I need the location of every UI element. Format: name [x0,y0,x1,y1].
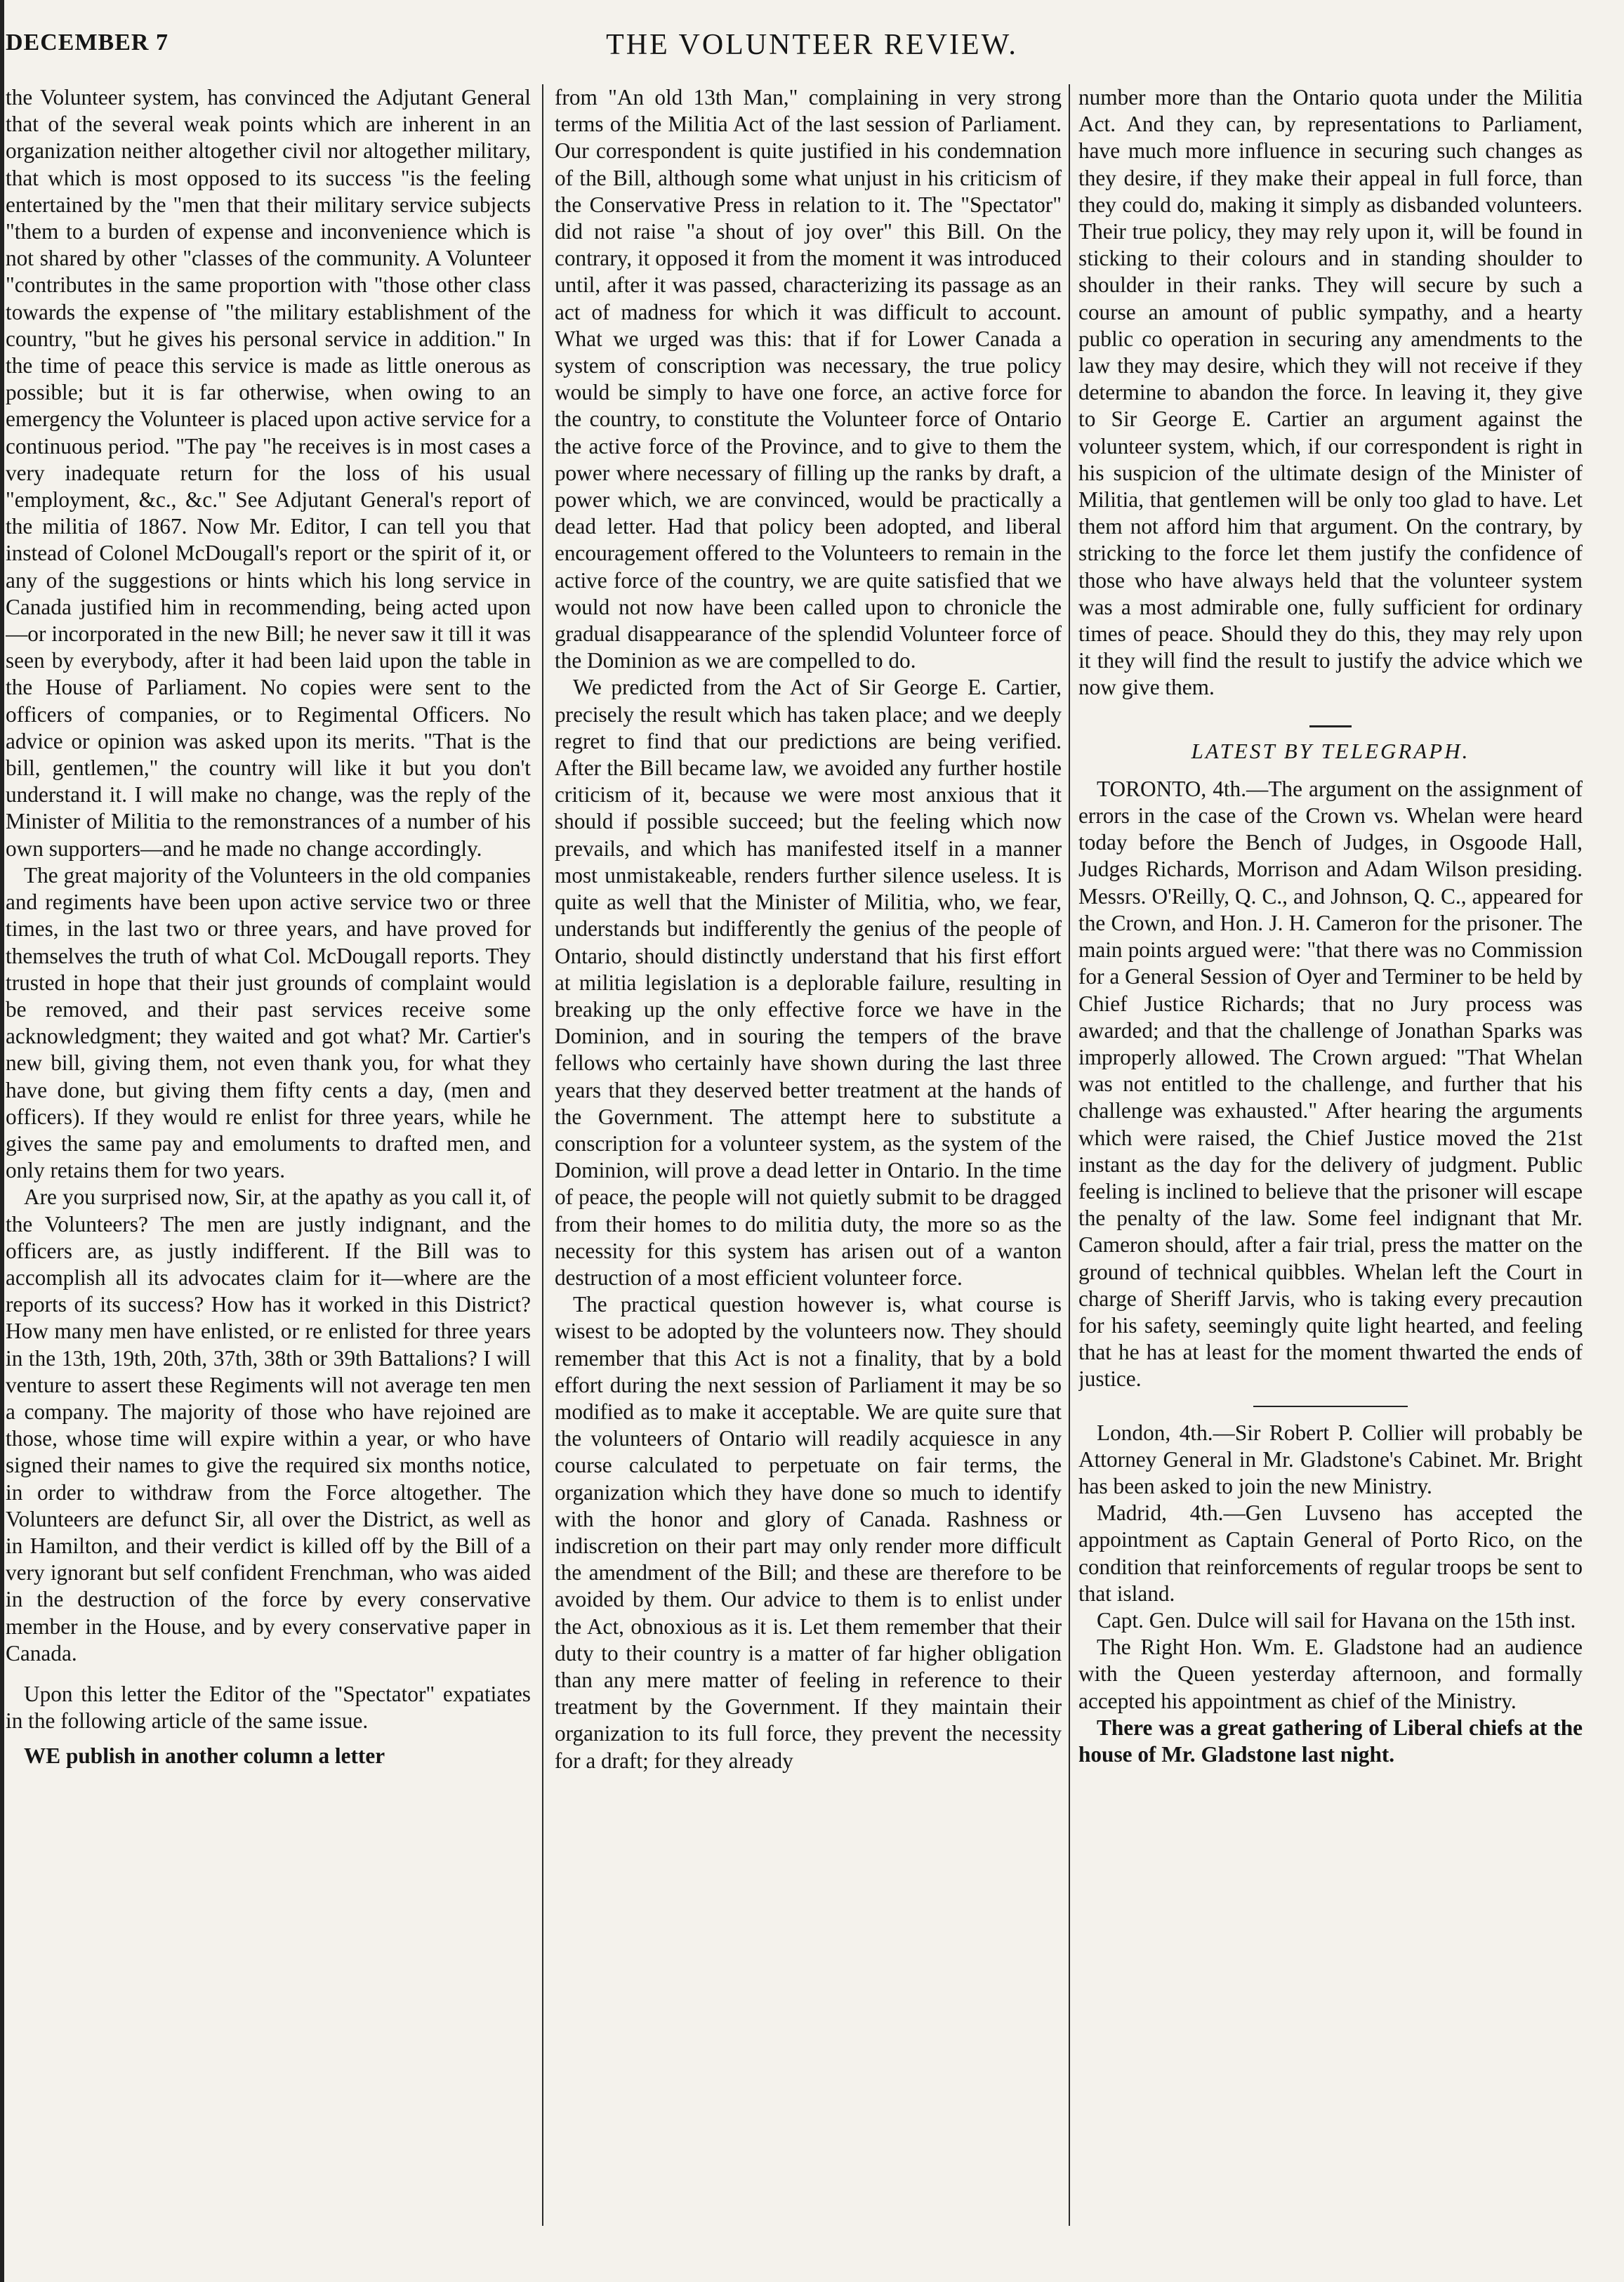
column-left [6,84,531,2247]
telegraph-item: TORONTO, 4th.—The argument on the assignment of errors in the case of the Crown vs. Whelan were heard today before the Bench of Judges, in Osgoode Hall, Judges Richards, Morrison and Adam Wilson presiding. Messrs. O'Reilly, Q. C., and Johnson, Q. C., appeared for the Crown, and Hon. J. H. Cameron for the prisoner. The main points argued were: "that there was no Commission for a General Session of Oyer and Terminer to be held by Chief Justice Richards; that no Jury process was awarded; and that the challenge of Jonathan Sparks was improperly allowed. The Crown argued: "That Whelan was not entitled to the challenge, and further that his challenge was exhausted." After hearing the arguments which were raised, the Chief Justice moved the 21st instant as the day for the delivery of judgment. Public feeling is inclined to believe that the prisoner will escape the penalty of the law. Some feel indignant that Mr. Cameron should, after a fair trial, press the matter on the ground of technical quibbles. Whelan left the Court in charge of Sheriff Jarvis, who is taking every precaution for his safety, seemingly quite light hearted, and feeling that he has at least for the moment thwarted the ends of justice. [1078,776,1583,1392]
telegraph-item: London, 4th.—Sir Robert P. Collier will probably be Attorney General in Mr. Gladstone's Cabinet. Mr. Bright has been asked to join the new Ministry. [1078,1420,1583,1498]
section-divider-ornament [1078,711,1583,721]
editorial-opening-line: WE publish in another column a letter [24,1743,385,1769]
editorial-paragraph: number more than the Ontario quota under the Militia Act. And they can, by representations to Parliament, have much more influence in securing such changes as they desire, if they make their appeal in full force, than they could do, making it simply as disbanded volunteers. Their true policy, they may rely upon it, will be found in sticking to their colours and in standing shoulder to shoulder in their ranks. They will secure by such a course an amount of public sympathy, and a hearty public co operation in securing any amendments to the law they may desire, which they will not receive if they determine to abandon the force. In leaving it, they give to Sir George E. Cartier an argument against the volunteer system, which, if our correspondent is right in his suspicion of the ultimate design of the Minister of Militia, that gentlemen will be only too glad to have. Let them not afford him that argument. On the contrary, by stricking to the force let them justify the confidence of those who have always held that the volunteer system was a most admirable one, fully sufficient for ordinary times of peace. Should they do this, they may rely upon it they will find the result to justify the advice which we now give them. [1078,85,1583,700]
editorial-paragraph: The practical question however is, what course is wisest to be adopted by the volunteers now. They should remember that this Act is not a finality, that by a bold effort during the next session of Parliament it may be so modified as to make it acceptable. We are quite sure that the volunteers of Ontario will readily acquiesce in any course calculated to perpetuate on fair terms, the organization which they have done so much to identify with the honor and glory of Canada. Rashness or indiscretion on their part may only render more difficult the amendment of the Bill; and these are therefore to be avoided by them. Our advice to them is to enlist under the Act, obnoxious as it is. Let them remember that their duty to their country is a matter of far higher obligation than any mere matter of feeling in reference to their treatment by the Government. If they maintain their organization to its full force, they prevent the necessity for a draft; for they already [555,1292,1062,1773]
editor-intro-paragraph: Upon this letter the Editor of the "Spectator" expatiates in the following article of the same issue. [6,1681,531,1734]
column-right [1078,84,1583,2247]
letter-paragraph: Are you surprised now, Sir, at the apathy as you call it, of the Volunteers? The men are justly indignant, and the officers are, as justly indifferent. If the Bill was to accomplish all its advocates claim for it—where are the reports of its success? How has it worked in this District? How many men have enlisted, or re enlisted for three years in the 13th, 19th, 20th, 37th, 38th or 39th Battalions? I will venture to assert these Regiments will not average ten men a company. The majority of those who have rejoined are those, whose time will expire within a year, or who have signed their names to give the required six months notice, in order to withdraw from the Force altogether. The Volunteers are defunct Sir, all over the District, as well as in Hamilton, and their verdict is killed off by the Bill of a very ignorant but self confident Frenchman, who was aided in the destruction of the force by every conservative member in the House, and by every conservative paper in Canada. [6,1185,531,1666]
masthead-title: THE VOLUNTEER REVIEW. [606,29,1018,61]
page-edge-shadow [0,0,4,2282]
letter-paragraph: The great majority of the Volunteers in the old companies and regiments have been upon active service two or three times, in the last two or three years, and have proved for themselves the truth of what Col. McDougall reports. They trusted in hope that their just grounds of complaint would be removed, and their past services receive some acknowledgment; they waited and got what? Mr. Cartier's new bill, giving them, not even thank you, for what they have done, but giving them fifty cents a day, (men and officers). If they would re enlist for three years, while he gives the same pay and emoluments to drafted men, and only retains them for two years. [6,862,531,1183]
column-middle [555,84,1062,2247]
editorial-paragraph: We predicted from the Act of Sir George E. Cartier, precisely the result which has taken place; and we deeply regret to find that our predictions are being verified. After the Bill became law, we avoided any further hostile criticism of it, because we were most anxious that it should if possible succeed; but the feeling which now prevails, and which has manifested itself in a manner most unmistakeable, renders further silence useless. It is quite as well that the Minister of Militia, who, we fear, understands but indifferently the genius of the people of Ontario, should distinctly understand that his first effort at militia legislation is a deplorable failure, resulting in breaking up the only effective force we have in the Dominion, and in souring the tempers of the brave fellows who certainly have shown during the last three years that they deserved better treatment at the hands of the Government. The attempt here to substitute a conscription for a volunteer system, as the system of the Dominion, will prove a dead letter in Ontario. In the time of peace, the people will not quietly submit to be dragged from their homes to do militia duty, the more so as the necessity for this system has arisen out of a wanton destruction of a most efficient volunteer force. [555,675,1062,1290]
section-heading: LATEST BY TELEGRAPH. [1191,738,1470,763]
page-header [0,28,1624,70]
editorial-paragraph: from "An old 13th Man," complaining in very strong terms of the Militia Act of the last session of Parliament. Our correspondent is quite justified in his condemnation of the Bill, although some what unjust in his criticism of the Conservative Press in relation to it. The "Spectator" did not raise "a shout of joy over" this Bill. On the contrary, it opposed it from the moment it was introduced until, after it was passed, characterizing its passage as an act of madness for which it was difficult to account. What we urged was this: that if for Lower Canada a system of conscription was necessary, the true policy would be simply to have one force, an active force for the country, to constitute the Volunteer force of Ontario the active force of the Province, and to give to them the power where necessary of filling up the ranks by draft, a power which, we are convinced, would be practically a dead letter. Had that policy been adopted, and liberal encouragement offered to the Volunteers to remain in the active force of the country, we are quite satisfied that we would not now have been called upon to chronicle the gradual disappearance of the splendid Volunteer force of the Dominion as we are compelled to do. [555,85,1062,673]
letter-paragraph: the Volunteer system, has convinced the Adjutant General that of the several weak points which are inherent in an organization neither altogether civil nor altogether military, that which is most opposed to its success "is the feeling entertained by the "men that their military service subjects "them to a burden of expense and inconvenience which is not shared by other "classes of the community. A Volunteer "contributes in the same proportion with "those other class towards the expense of "the military establishment of the country, "but he gives his personal service in addition." In the time of peace this service is made as little onerous as possible; but it is far otherwise, when owing to an emergency the Volunteer is placed upon active service for a continuous period. "The pay "he receives is in most cases a very inadequate return for the loss of his usual "employment, &c., &c." See Adjutant General's report of the militia of 1867. Now Mr. Editor, I can tell you that instead of Colonel McDougall's report or the spirit of it, or any of the suggestions or hints which his long service in Canada justified him in recommending, being acted upon—or incorporated in the new Bill; he never saw it till it was seen by everybody, after it had been laid upon the table in the House of Parliament. No copies were sent to the officers of companies, or to Regimental Officers. No advice or opinion was asked upon its merits. "That is the bill, gentlemen," the country will like it but you don't understand it. I will make no change, was the reply of the Minister of Militia to the remonstrances of a number of his own supporters—and he made no change accordingly. [6,85,531,861]
telegraph-item: There was a great gathering of Liberal chiefs at the house of Mr. Gladstone last night. [1078,1715,1583,1767]
telegraph-item: The Right Hon. Wm. E. Gladstone had an audience with the Queen yesterday afternoon, and formally accepted his appointment as chief of the Ministry. [1078,1635,1583,1713]
telegraph-item: Madrid, 4th.—Gen Luvseno has accepted the appointment as Captain General of Porto Rico, on the condition that reinforcements of regular troops be sent to that island. [1078,1501,1583,1606]
telegraph-item: Capt. Gen. Dulce will sail for Havana on the 15th inst. [1097,1607,1576,1633]
issue-date: DECEMBER 7 [6,29,169,55]
column-rule-right [1069,84,1070,2226]
item-divider [1253,1406,1408,1407]
column-rule-left [542,84,543,2226]
